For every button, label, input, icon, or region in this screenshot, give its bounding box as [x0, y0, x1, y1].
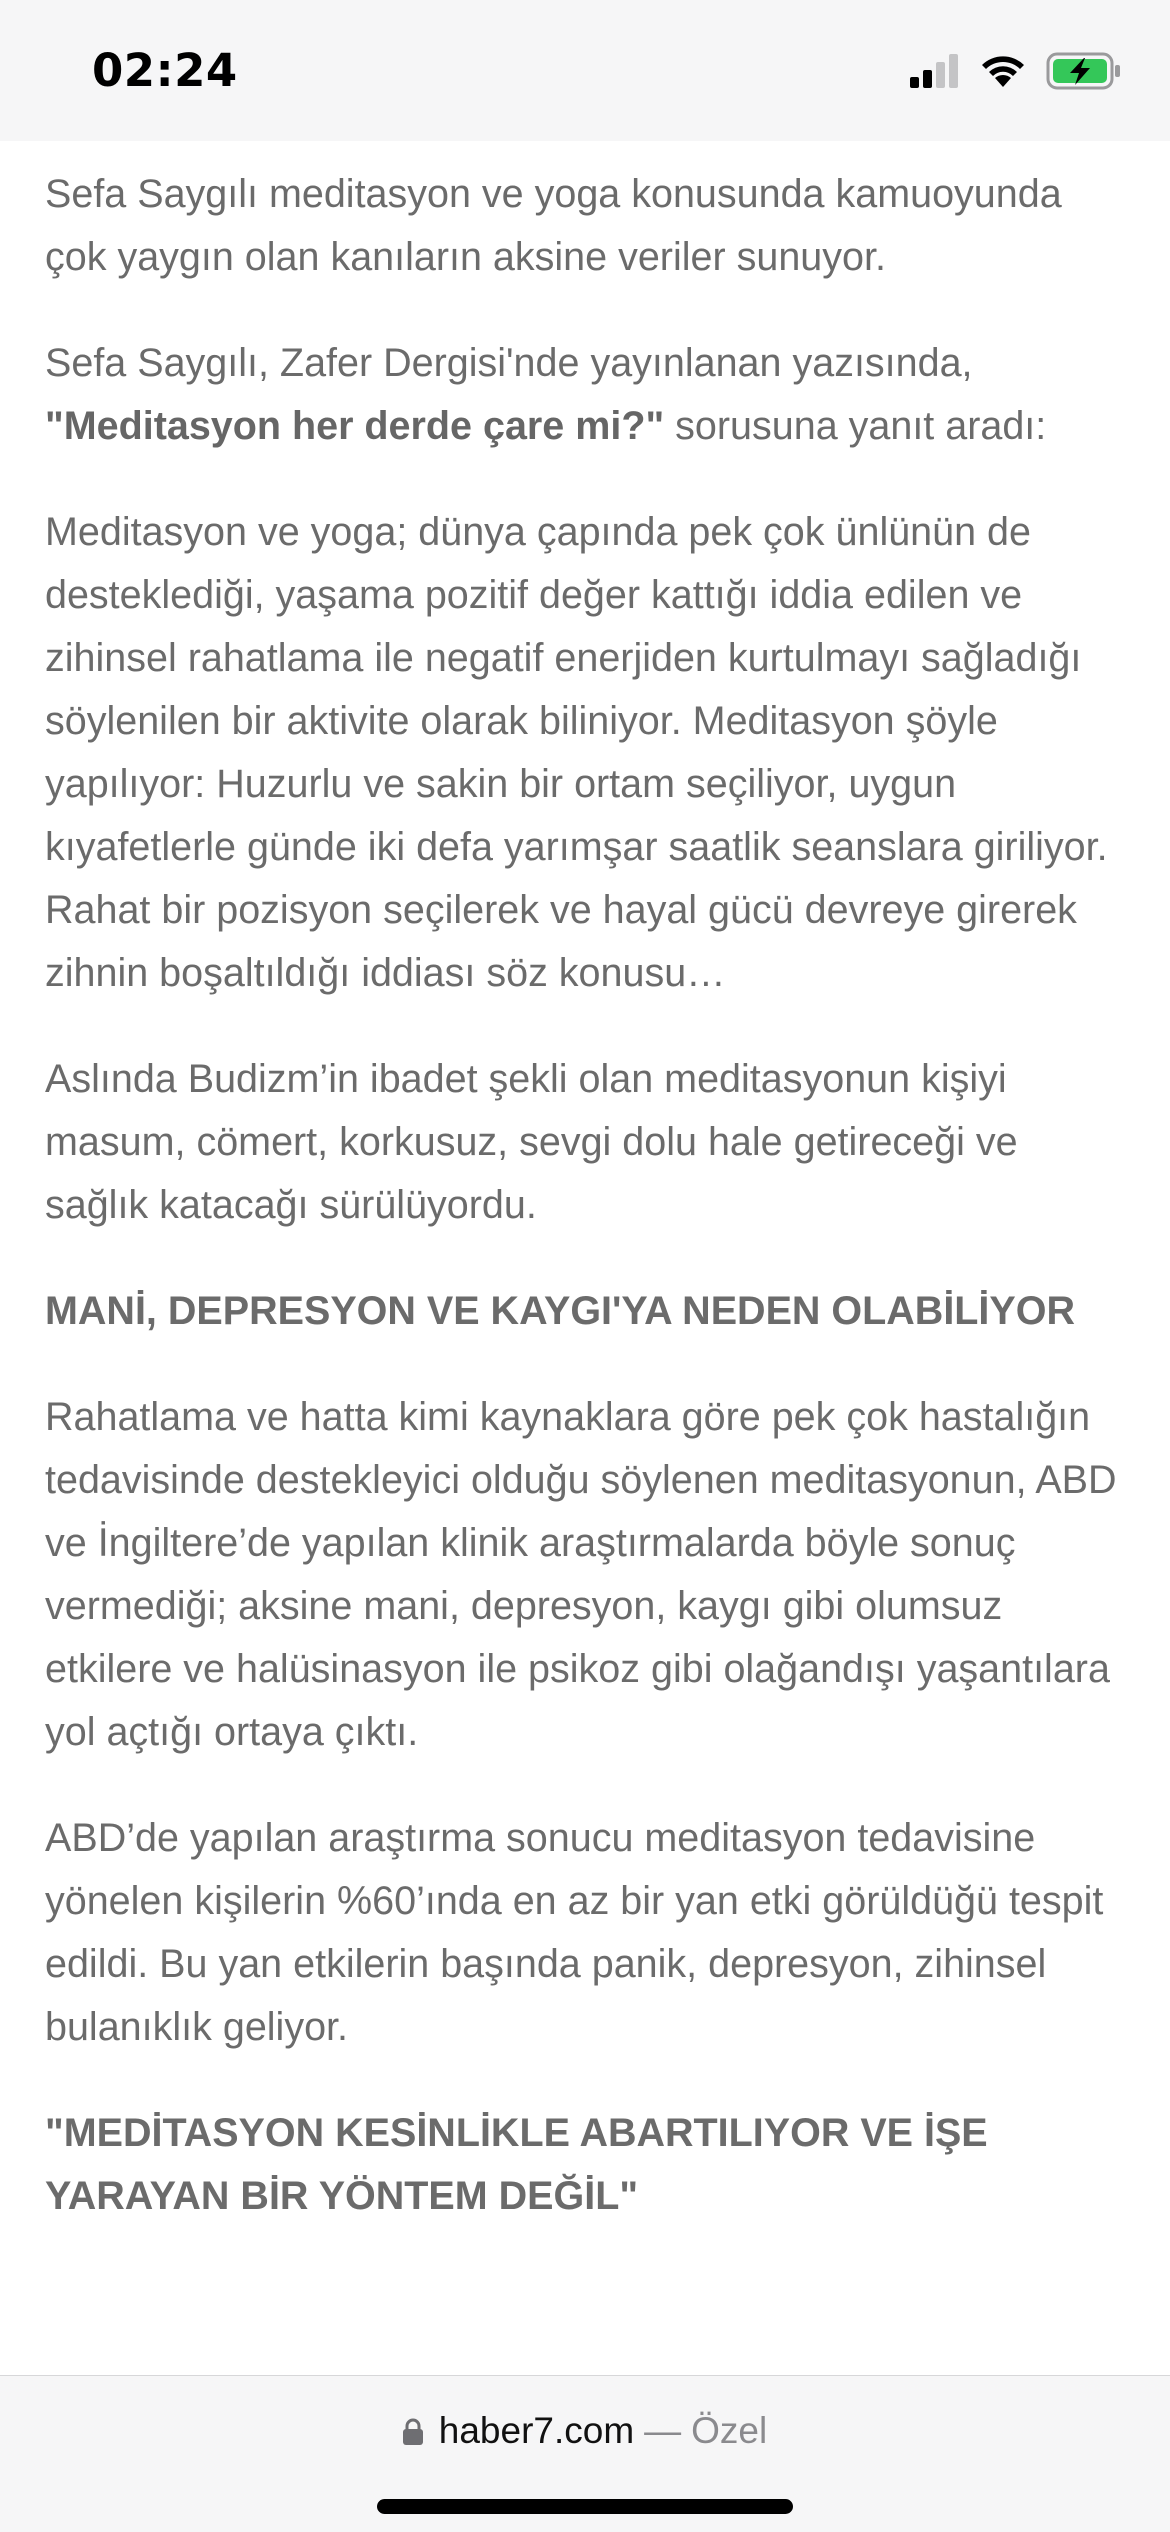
- browser-bottom-bar: [0, 2375, 1170, 2532]
- question-lead-text: Sefa Saygılı, Zafer Dergisi'nde yayınlanan yazısında,: [45, 341, 973, 385]
- article-paragraph-question: [45, 332, 1126, 458]
- section-heading-exaggerated: "MEDİTASYON KESİNLİKLE ABARTILIYOR VE İŞE YARAYAN BİR YÖNTEM DEĞİL": [45, 2111, 988, 2218]
- question-bold-text: "Meditasyon her derde çare mi?": [45, 404, 665, 448]
- battery-charging-icon: [1046, 52, 1122, 90]
- question-tail-text: sorusuna yanıt aradı:: [664, 404, 1047, 448]
- article-paragraph-buddhism: Aslında Budizm’in ibadet şekli olan meditasyonun kişiyi masum, cömert, korkusuz, sevgi dolu hale getireceği ve sağlık katacağı sürülüyordu.: [45, 1057, 1018, 1227]
- domain-separator: —: [644, 2410, 682, 2451]
- article-paragraph-meditation: Meditasyon ve yoga; dünya çapında pek çok ünlünün de desteklediği, yaşama pozitif değer kattığı iddia edilen ve zihinsel rahatlama ile negatif enerjiden kurtulmayı sağladığı söylenilen bir aktivite olarak biliniyor. Meditasyon şöyle yapılıyor: Huzurlu ve sakin bir ortam seçiliyor, uygun kıyafetlerle günde iki defa yarımşar saatlik seanslara giriliyor. Rahat bir pozisyon seçilerek ve hayal gücü devreye girerek zihnin boşaltıldığı iddiası söz konusu…: [45, 510, 1108, 995]
- wifi-icon: [980, 54, 1026, 88]
- section-heading-mania: MANİ, DEPRESYON VE KAYGI'YA NEDEN OLABİLİYOR: [45, 1289, 1075, 1333]
- article-paragraph-intro: Sefa Saygılı meditasyon ve yoga konusunda kamuoyunda çok yaygın olan kanıların aksine veriler sunuyor.: [45, 172, 1062, 279]
- article-paragraph-usa-study: ABD’de yapılan araştırma sonucu meditasyon tedavisine yönelen kişilerin %60’ında en az bir yan etki görüldüğü tespit edildi. Bu yan etkilerin başında panik, depresyon, zihinsel bulanıklık geliyor.: [45, 1816, 1104, 2049]
- status-icons: [910, 52, 1122, 90]
- lock-icon: [403, 2418, 423, 2445]
- site-label: Özel: [691, 2410, 768, 2451]
- site-domain: haber7.com: [438, 2410, 635, 2451]
- article-paragraph-clinical: Rahatlama ve hatta kimi kaynaklara göre pek çok hastalığın tedavisinde destekleyici olduğu söylenen meditasyonun, ABD ve İngiltere’de yapılan klinik araştırmalarda böyle sonuç vermediği; aksine mani, depresyon, kaygı gibi olumsuz etkilere ve halüsinasyon ile psikoz gibi olağandışı yaşantılara yol açtığı ortaya çıktı.: [45, 1395, 1117, 1754]
- article-body: [0, 141, 1170, 2228]
- status-bar: [0, 0, 1170, 141]
- address-bar[interactable]: [0, 2410, 1170, 2452]
- article-content[interactable]: [0, 141, 1170, 2375]
- clock-time: 02:24: [92, 44, 238, 97]
- home-indicator[interactable]: [377, 2499, 793, 2514]
- cellular-signal-icon: [910, 54, 962, 88]
